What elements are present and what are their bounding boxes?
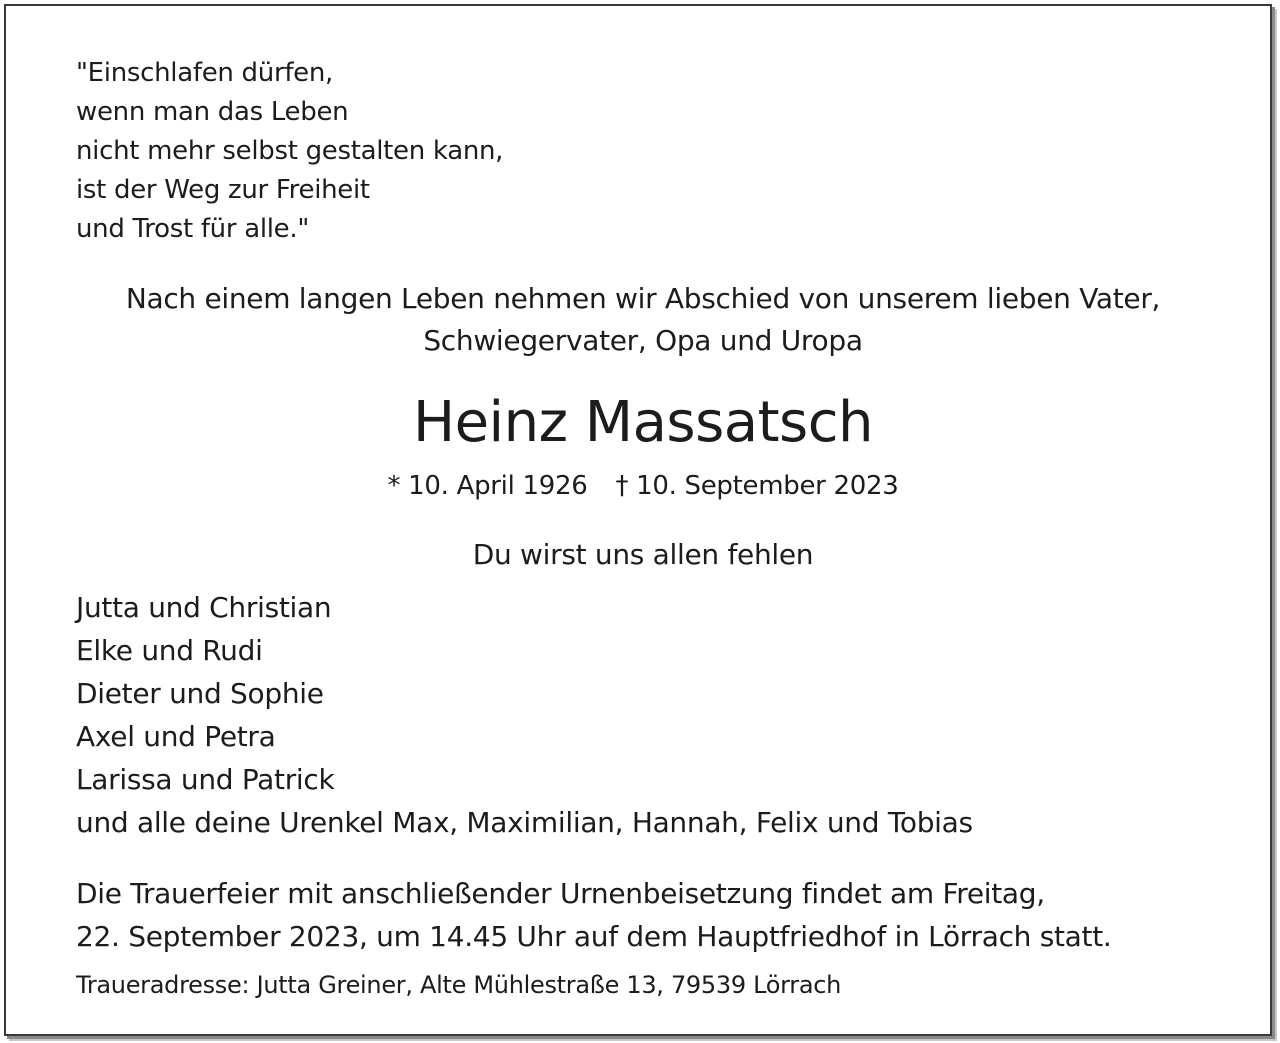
birth-date: * 10. April 1926 bbox=[387, 471, 588, 501]
poem-quote: "Einschlafen dürfen, wenn man das Leben nicht mehr selbst gestalten kann, ist der Weg zur Freiheit und Trost für alle." bbox=[76, 58, 504, 244]
death-date: † 10. September 2023 bbox=[615, 471, 899, 501]
mourning-address: Traueradresse: Jutta Greiner, Alte Mühlestraße 13, 79539 Lörrach bbox=[76, 971, 842, 999]
deceased-name: Heinz Massatsch bbox=[412, 390, 874, 455]
life-dates bbox=[6, 468, 1280, 504]
intro-text: Nach einem langen Leben nehmen wir Abschied von unserem lieben Vater, Schwiegervater, Opa und Uropa bbox=[125, 282, 1161, 357]
family-member: Larissa und Patrick bbox=[76, 763, 335, 796]
ceremony-info: Die Trauerfeier mit anschließender Urnenbeisetzung findet am Freitag, 22. September 2023, um 14.45 Uhr auf dem Hauptfriedhof in Lörrach statt. bbox=[76, 877, 1112, 953]
family-member: Elke und Rudi bbox=[76, 634, 263, 667]
family-member: Dieter und Sophie bbox=[76, 677, 324, 710]
family-list bbox=[76, 586, 973, 844]
family-member: und alle deine Urenkel Max, Maximilian, Hannah, Felix und Tobias bbox=[76, 806, 973, 839]
family-member: Jutta und Christian bbox=[76, 591, 332, 624]
farewell-text: Du wirst uns allen fehlen bbox=[472, 538, 814, 571]
family-member: Axel und Petra bbox=[76, 720, 276, 753]
obituary-frame bbox=[4, 4, 1272, 1036]
